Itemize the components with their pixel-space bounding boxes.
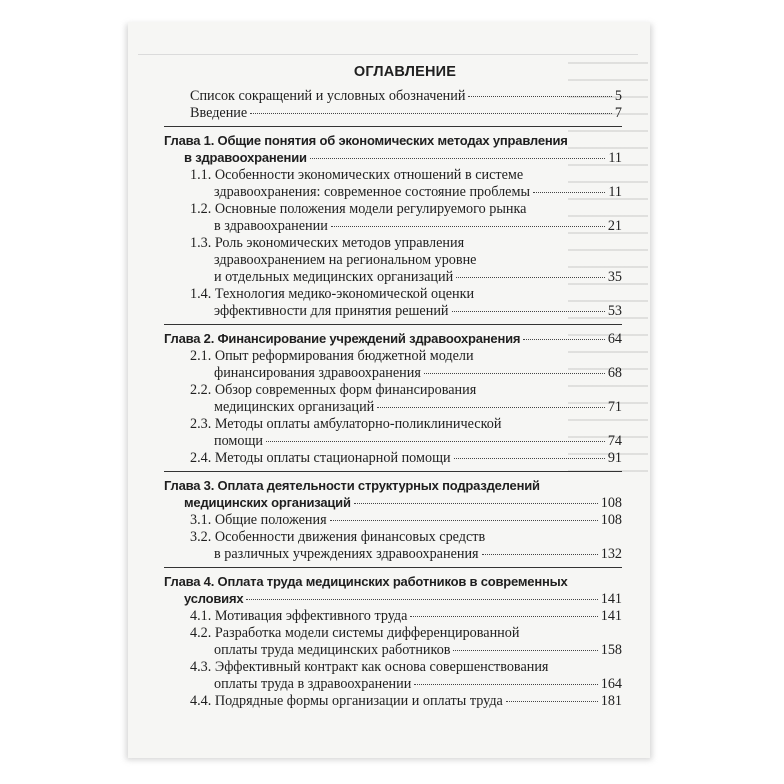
- toc-last-line: [190, 693, 622, 710]
- table-of-contents: [164, 64, 622, 710]
- dot-leader: [454, 458, 605, 459]
- toc-line: 2.3. Методы оплаты амбулаторно-поликлинической: [190, 416, 502, 432]
- page-number: 5: [614, 88, 622, 104]
- page-number: 164: [600, 676, 622, 692]
- section-entry: [164, 625, 622, 659]
- toc-line: 4.4. Подрядные формы организации и оплаты труда: [190, 693, 503, 709]
- dot-leader: [456, 277, 605, 278]
- toc-line: 1.3. Роль экономических методов управления: [190, 235, 465, 251]
- toc-line: 2.2. Обзор современных форм финансирования: [190, 382, 477, 398]
- toc-line: финансирования здравоохранения: [214, 365, 421, 381]
- chapter-separator: [164, 126, 622, 127]
- toc-line: здравоохранением на региональном уровне: [214, 252, 477, 268]
- toc-last-line: [190, 546, 622, 563]
- toc-line: Введение: [190, 105, 248, 121]
- chapter-separator: [164, 567, 622, 568]
- page-number: 74: [607, 433, 622, 449]
- dot-leader: [330, 520, 598, 521]
- toc-line: Список сокращений и условных обозначений: [190, 88, 466, 104]
- section-entry: [164, 235, 622, 286]
- toc-line: Глава 2. Финансирование учреждений здравоохранения: [164, 331, 521, 346]
- toc-line: 2.1. Опыт реформирования бюджетной модели: [190, 348, 474, 364]
- toc-line: здравоохранения: современное состояние проблемы: [214, 184, 530, 200]
- dot-leader: [533, 192, 605, 193]
- toc-last-line: [164, 590, 622, 608]
- toc-last-line: [164, 494, 622, 512]
- page-number: 68: [607, 365, 622, 381]
- toc-last-line: [190, 365, 622, 382]
- toc-line: в здравоохранении: [214, 218, 328, 234]
- page-number: 108: [600, 495, 622, 511]
- chapter-separator: [164, 471, 622, 472]
- section-entry: [164, 608, 622, 625]
- dot-leader: [482, 554, 598, 555]
- page-number: 35: [607, 269, 622, 285]
- toc-entry-front: [164, 88, 622, 105]
- page-number: 7: [614, 105, 622, 121]
- dot-leader: [523, 339, 605, 340]
- page-number: 132: [600, 546, 622, 562]
- toc-line: медицинских организаций: [184, 495, 351, 510]
- page-number: 53: [607, 303, 622, 319]
- dot-leader: [250, 113, 612, 114]
- page-number: 141: [600, 608, 622, 624]
- toc-line: эффективности для принятия решений: [214, 303, 449, 319]
- toc-line: 3.2. Особенности движения финансовых средств: [190, 529, 486, 545]
- section-entry: [164, 201, 622, 235]
- dot-leader: [452, 311, 605, 312]
- chapters-list: [164, 126, 622, 710]
- toc-entry-front: [164, 105, 622, 122]
- toc-line: помощи: [214, 433, 264, 449]
- toc-last-line: [190, 303, 622, 320]
- toc-line: Глава 4. Оплата труда медицинских работников в современных: [164, 574, 568, 589]
- toc-line: условиях: [184, 591, 244, 606]
- toc-last-line: [190, 642, 622, 659]
- toc-line: оплаты труда в здравоохранении: [214, 676, 412, 692]
- chapter-heading: [164, 573, 622, 608]
- show-through-rule: [138, 54, 638, 55]
- toc-last-line: [190, 512, 622, 529]
- toc-line: 1.2. Основные положения модели регулируемого рынка: [190, 201, 527, 217]
- toc-line: оплаты труда медицинских работников: [214, 642, 451, 658]
- toc-last-line: [190, 433, 622, 450]
- toc-line: 2.4. Методы оплаты стационарной помощи: [190, 450, 451, 466]
- toc-last-line: [190, 269, 622, 286]
- front-matter: [164, 88, 622, 122]
- toc-line: медицинских организаций: [214, 399, 375, 415]
- dot-leader: [468, 96, 611, 97]
- toc-last-line: [190, 218, 622, 235]
- toc-last-line: [190, 450, 622, 467]
- page-number: 91: [607, 450, 622, 466]
- page-number: 141: [600, 591, 622, 607]
- toc-last-line: [190, 105, 622, 122]
- toc-last-line: [190, 676, 622, 693]
- toc-last-line: [190, 184, 622, 201]
- page-number: 64: [607, 331, 622, 347]
- dot-leader: [410, 616, 597, 617]
- toc-line: 3.1. Общие положения: [190, 512, 327, 528]
- toc-line: в различных учреждениях здравоохранения: [214, 546, 479, 562]
- toc-last-line: [164, 149, 622, 167]
- toc-line: 4.1. Мотивация эффективного труда: [190, 608, 408, 624]
- chapter-heading: [164, 330, 622, 348]
- page-number: 11: [608, 184, 622, 200]
- page-number: 71: [607, 399, 622, 415]
- section-entry: [164, 512, 622, 529]
- section-entry: [164, 659, 622, 693]
- toc-last-line: [190, 399, 622, 416]
- toc-line: Глава 1. Общие понятия об экономических методах управления: [164, 133, 568, 148]
- dot-leader: [310, 158, 606, 159]
- toc-last-line: [164, 330, 622, 348]
- toc-line: 4.2. Разработка модели системы дифференцированной: [190, 625, 520, 641]
- section-entry: [164, 450, 622, 467]
- toc-line: Глава 3. Оплата деятельности структурных подразделений: [164, 478, 540, 493]
- page-number: 108: [600, 512, 622, 528]
- book-page: [128, 22, 650, 758]
- toc-line: в здравоохранении: [184, 150, 307, 165]
- page-number: 21: [607, 218, 622, 234]
- dot-leader: [246, 599, 597, 600]
- dot-leader: [266, 441, 605, 442]
- toc-line: 1.1. Особенности экономических отношений в системе: [190, 167, 524, 183]
- toc-line: 4.3. Эффективный контракт как основа совершенствования: [190, 659, 549, 675]
- dot-leader: [424, 373, 605, 374]
- dot-leader: [506, 701, 598, 702]
- dot-leader: [453, 650, 597, 651]
- page-number: 11: [608, 150, 622, 166]
- toc-last-line: [190, 608, 622, 625]
- section-entry: [164, 529, 622, 563]
- section-entry: [164, 416, 622, 450]
- dot-leader: [331, 226, 605, 227]
- toc-title: ОГЛАВЛЕНИЕ: [353, 64, 457, 80]
- page-number: 158: [600, 642, 622, 658]
- dot-leader: [377, 407, 605, 408]
- section-entry: [164, 167, 622, 201]
- dot-leader: [414, 684, 597, 685]
- dot-leader: [354, 503, 598, 504]
- toc-line: 1.4. Технология медико-экономической оценки: [190, 286, 475, 302]
- section-entry: [164, 348, 622, 382]
- section-entry: [164, 693, 622, 710]
- section-entry: [164, 286, 622, 320]
- toc-last-line: [190, 88, 622, 105]
- chapter-heading: [164, 132, 622, 167]
- section-entry: [164, 382, 622, 416]
- chapter-heading: [164, 477, 622, 512]
- chapter-separator: [164, 324, 622, 325]
- page-number: 181: [600, 693, 622, 709]
- toc-line: и отдельных медицинских организаций: [214, 269, 454, 285]
